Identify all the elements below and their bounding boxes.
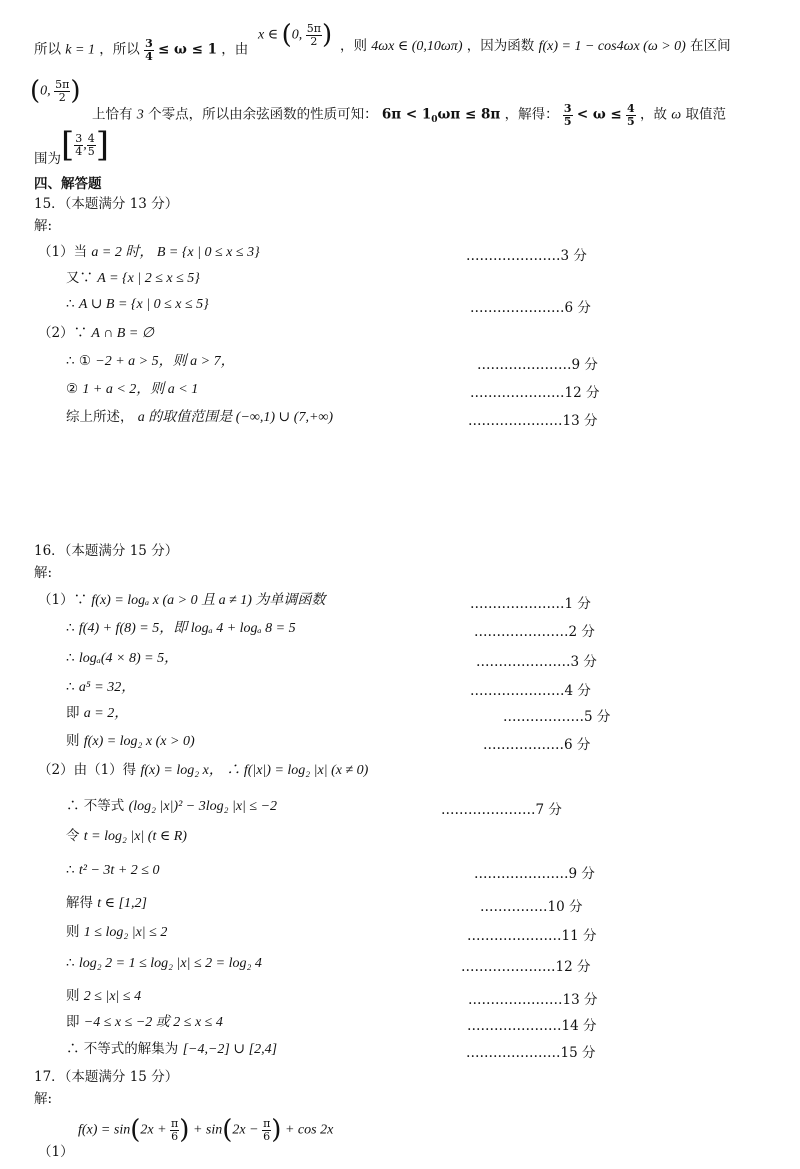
line-label: （2）∵ (38, 325, 92, 341)
line-label: 即 (66, 1014, 84, 1030)
solution-line (38, 327, 154, 341)
intro-line-1 (34, 38, 248, 62)
score-marker: ……………10 分 (480, 899, 583, 915)
intro-text: ，则 (340, 38, 367, 54)
intro-text: 所以 (34, 41, 61, 58)
math-expr: [−4,−2] ∪ [2,4] (182, 1042, 278, 1057)
score-marker: …………………12 分 (461, 959, 591, 975)
solution-line (66, 926, 167, 940)
intro-text: ，解得： (504, 106, 559, 123)
line-label: ∴ (66, 650, 79, 666)
solution-line (66, 298, 209, 312)
line-label: 解得 (66, 895, 98, 911)
math-expr: ω (671, 107, 682, 123)
math-expr: 1 + a < 2，则 a < 1 (82, 382, 199, 397)
math-expr: −2 + a > 5，则 a > 7， (95, 354, 235, 369)
math-expr: < ω ≤ (576, 106, 622, 123)
solution-line (66, 622, 296, 636)
solution-line (66, 800, 277, 814)
score-marker: …………………12 分 (470, 385, 600, 401)
line-label: ∴ (66, 955, 79, 971)
solution-line (66, 864, 159, 878)
q16-jie: 解: (34, 565, 53, 581)
solution-line (38, 246, 260, 260)
fraction: $\frac{3}{5}$ (563, 102, 572, 128)
math-expr: 2x + (140, 1122, 171, 1138)
solution-line (66, 735, 195, 749)
math-expr: a = 2 时， B = {x | 0 ≤ x ≤ 3} (91, 245, 260, 260)
math-expr: ωπ ≤ 8π (437, 106, 501, 123)
solution-line (66, 652, 178, 666)
math-expr: 6π < 1 (381, 106, 432, 123)
math-expr: f(x) = sin (78, 1122, 131, 1138)
score-marker: …………………4 分 (470, 683, 591, 699)
math-expr: 2x − (232, 1122, 263, 1138)
fraction: $\frac{3}{4}$ (75, 131, 83, 158)
math-expr: a 的取值范围是 (−∞,1) ∪ (7,+∞) (137, 410, 334, 425)
solution-line (66, 681, 135, 695)
math-expr: f(x) = log₂ x， ∴ f(|x|) = log₂ |x| (x ≠ 0) (140, 763, 369, 778)
math-expr: a = 2， (83, 706, 129, 721)
score-marker: …………………9 分 (474, 866, 595, 882)
fraction: $\frac{\pi}{6}$ (263, 1116, 271, 1143)
intro-line-1-b: x ∈ (0, $\frac{5\pi}{2}$ ) (258, 20, 333, 50)
math-expr: a⁵ = 32， (78, 680, 136, 695)
math-expr: 2 ≤ |x| ≤ 4 (83, 989, 142, 1004)
fraction: $\frac{4}{5}$ (87, 131, 95, 158)
line-label: 则 (66, 733, 84, 749)
solution-line (38, 764, 368, 778)
math-expr: 3 (136, 107, 144, 123)
solution-line (66, 1043, 277, 1057)
q16-title: 16．（本题满分 15 分） (34, 543, 179, 559)
line-label: ∴ (66, 296, 79, 312)
math-expr: f(x) = 1 − cos4ωx (ω > 0) (538, 39, 686, 54)
line-label: ② (66, 381, 83, 397)
q17-expr: f(x) = sin(2x + $\frac{\pi}{6}$ ) + sin(2x − $\frac{\pi}{6}$ ) + cos 2x (78, 1115, 334, 1145)
intro-text: ，故 (639, 106, 667, 123)
intro-line-1-c (340, 40, 731, 54)
score-marker: …………………6 分 (470, 300, 591, 316)
math-expr: t ∈ [1,2] (97, 896, 147, 911)
score-marker: ………………6 分 (483, 737, 591, 753)
math-expr: f(x) = logₐ x (a > 0 且 a ≠ 1) 为单调函数 (91, 593, 326, 608)
score-marker: …………………7 分 (441, 802, 562, 818)
math-expr: A ∪ B = {x | 0 ≤ x ≤ 5} (78, 297, 209, 312)
line-label: ∴ 不等式的解集为 (66, 1041, 183, 1057)
line-label: 又∵ (66, 270, 98, 286)
math-expr: 0, (291, 27, 306, 43)
line-label: 综上所述， (66, 409, 138, 425)
fraction: $\frac{3}{4}$ (145, 37, 153, 63)
line-label: ∴ 不等式 (66, 798, 129, 814)
math-expr: 1 ≤ log₂ |x| ≤ 2 (83, 925, 168, 940)
line-label: 令 (66, 828, 84, 844)
math-expr: t = log₂ |x| (t ∈ R) (83, 829, 187, 844)
line-label: ∴ ① (66, 353, 96, 369)
math-expr: 4ωx ∈ (0,10ωπ) (371, 39, 463, 54)
q15-title: 15．（本题满分 13 分） (34, 196, 179, 212)
solution-line (66, 707, 128, 721)
q15-jie: 解: (34, 218, 53, 234)
score-marker: …………………2 分 (474, 624, 595, 640)
math-expr: −4 ≤ x ≤ −2 或 2 ≤ x ≤ 4 (83, 1015, 223, 1030)
solution-line (66, 897, 147, 911)
score-marker: …………………13 分 (468, 413, 598, 429)
score-marker: …………………9 分 (477, 357, 598, 373)
line-label: （2）由（1）得 (38, 762, 141, 778)
q17-title: 17．（本题满分 15 分） (34, 1069, 179, 1085)
intro-text: 上恰有 (92, 106, 133, 123)
math-expr: + sin (189, 1122, 223, 1138)
math-expr: f(x) = log₂ x (x > 0) (83, 734, 195, 749)
score-marker: …………………3 分 (476, 654, 597, 670)
fraction: $\frac{\pi}{6}$ (171, 1116, 179, 1143)
math-subscript: 0 (431, 115, 438, 126)
line-label: （1）∵ (38, 592, 92, 608)
score-marker: …………………14 分 (467, 1018, 597, 1034)
line-label: 则 (66, 988, 84, 1004)
intro-line-2: (0, $\frac{5\pi}{2}$ ) (30, 76, 81, 106)
intro-line-3: 围为[ $\frac{3}{4}$ , $\frac{4}{5}$ ] (34, 125, 110, 167)
intro-text: 在区间 (690, 38, 731, 54)
solution-line (66, 830, 187, 844)
solution-line (66, 957, 262, 971)
intro-text: ，所以 (99, 41, 140, 58)
intro-text: ，因为函数 (466, 38, 535, 54)
intro-text: 取值范 (685, 106, 726, 123)
line-label: ∴ (66, 620, 79, 636)
intro-text: 个零点，所以由余弦函数的性质可知： (148, 106, 378, 123)
line-label: 即 (66, 705, 84, 721)
score-marker: …………………11 分 (467, 928, 597, 944)
section-title: 四、解答题 (34, 176, 102, 192)
solution-line (66, 411, 333, 425)
math-expr: t² − 3t + 2 ≤ 0 (78, 863, 160, 878)
intro-text: 围为 (34, 150, 61, 167)
math-expr: log₂ 2 = 1 ≤ log₂ |x| ≤ 2 = log₂ 4 (78, 956, 262, 971)
score-marker: ………………5 分 (503, 709, 611, 725)
math-expr: logₐ(4 × 8) = 5， (78, 651, 179, 666)
score-marker: …………………1 分 (470, 596, 591, 612)
solution-line (38, 594, 325, 608)
line-label: ∴ (66, 862, 79, 878)
line-label: ∴ (66, 679, 79, 695)
line-label: （1）当 (38, 244, 92, 260)
fraction: $\frac{5\pi}{2}$ (306, 21, 321, 48)
math-expr: f(4) + f(8) = 5，即 logₐ 4 + logₐ 8 = 5 (78, 621, 296, 636)
score-marker: …………………13 分 (468, 992, 598, 1008)
fraction: $\frac{5\pi}{2}$ (55, 77, 70, 104)
q17-jie: 解: (34, 1091, 53, 1107)
math-expr: A ∩ B = ∅ (91, 326, 154, 341)
score-marker: …………………3 分 (466, 248, 587, 264)
line-label: 则 (66, 924, 84, 940)
intro-text: ，由 (221, 41, 249, 58)
fraction: $\frac{4}{5}$ (627, 102, 635, 128)
solution-line (66, 1016, 223, 1030)
solution-line (66, 272, 200, 286)
math-expr: (log₂ |x|)² − 3log₂ |x| ≤ −2 (128, 799, 278, 814)
math-expr: 0, (40, 83, 55, 99)
math-expr: ≤ ω ≤ 1 (158, 41, 217, 58)
math-expr: + cos 2x (281, 1122, 334, 1138)
q17-label: （1） (38, 1144, 74, 1160)
math-expr: k = 1 (65, 42, 95, 58)
solution-line (66, 383, 198, 397)
solution-line (66, 990, 141, 1004)
math-expr: x ∈ (258, 27, 282, 43)
math-expr: A = {x | 2 ≤ x ≤ 5} (97, 271, 200, 286)
solution-line (66, 355, 235, 369)
intro-line-2-b (92, 103, 726, 127)
score-marker: …………………15 分 (466, 1045, 596, 1061)
